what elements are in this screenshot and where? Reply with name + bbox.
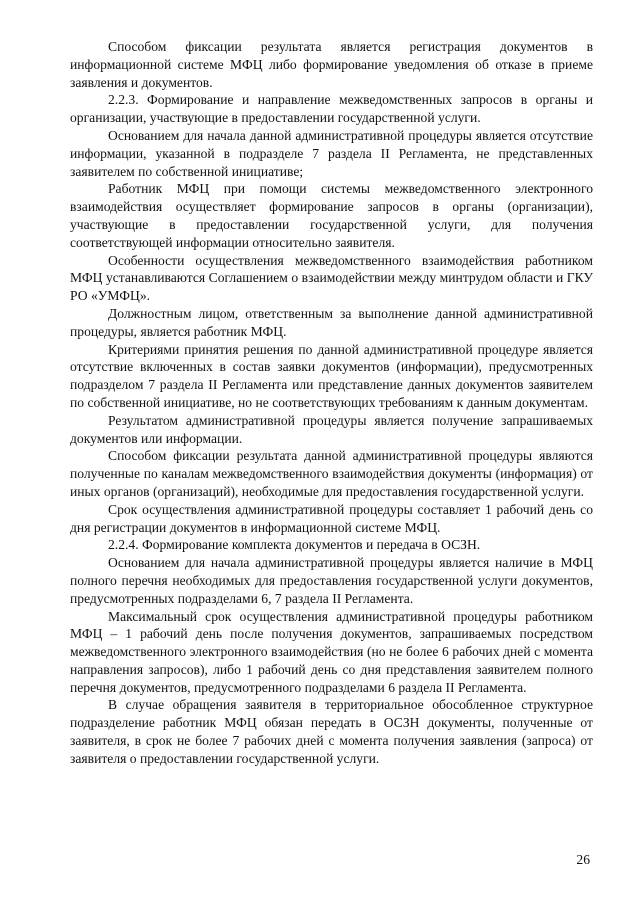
paragraph-territorial-subdivision: В случае обращения заявителя в территориальное обособленное структурное подразделение работник МФЦ обязан передать в ОСЗН документы, полученные от заявителя, в срок не более 7 рабочих дней с момента получения заявления (запроса) от заявителя о предоставлении государственной услуги. [70,697,593,766]
paragraph-procedure-basis: Основанием для начала данной административной процедуры является отсутствие информации, указанной в подразделе 7 раздела II Регламента, не представленных заявителем по собственной инициативе; [70,127,593,179]
paragraph-result-fixation: Способом фиксации результата является регистрация документов в информационной системе МФЦ либо формирование уведомления об отказе в приеме заявления и документов. [70,39,593,90]
paragraph-interaction-specifics: Особенности осуществления межведомственного взаимодействия работником МФЦ устанавливаются Соглашением о взаимодействии между минтрудом области и ГКУ РО «УМФЦ». [70,252,593,304]
paragraph-responsible-official: Должностным лицом, ответственным за выполнение данной административной процедуры, является работник МФЦ. [70,305,593,339]
paragraph-procedure-start-basis: Основанием для начала административной процедуры является наличие в МФЦ полного перечня необходимых для предоставления государственной услуги документов, предусмотренных подразделами 6, 7 раздела II Регламента. [70,555,593,606]
paragraph-procedure-result: Результатом административной процедуры является получение запрашиваемых документов или информации. [70,412,593,446]
page-number: 26 [576,852,590,867]
body-text [70,38,593,768]
paragraph-procedure-term: Срок осуществления административной процедуры составляет 1 рабочий день со дня регистрации документов в информационной системе МФЦ. [70,501,593,535]
paragraph-maximum-term: Максимальный срок осуществления административной процедуры работником МФЦ – 1 рабочий день после получения документов, запрашиваемых посредством межведомственного электронного взаимодействия (но не более 6 рабочих дней с момента направления запросов), либо 1 рабочий день со дня представления заявителем полного перечня документов, предусмотренного подразделами 6 раздела II Регламента. [70,608,593,695]
paragraph-section-2-2-4-heading: 2.2.4. Формирование комплекта документов и передача в ОСЗН. [108,537,481,553]
paragraph-decision-criteria: Критериями принятия решения по данной административной процедуре является отсутствие включенных в состав заявки документов (информации), предусмотренных подразделом 7 раздела II Регламента или представление данных документов заявителем по собственной инициативе, но не соответствующих требованиям к данным документам. [70,341,593,410]
paragraph-request-formation: Работник МФЦ при помощи системы межведомственного электронного взаимодействия осуществляет формирование запросов в органы (организации), участвующие в предоставлении государственной услуги, для получения соответствующей информации относительно заявителя. [70,181,593,250]
paragraph-section-2-2-3-heading: 2.2.3. Формирование и направление межведомственных запросов в органы и организации, участвующие в предоставлении государственной услуги. [70,92,593,126]
paragraph-result-fixation-method: Способом фиксации результата данной административной процедуры являются полученные по каналам межведомственного взаимодействия документы (информация) от иных органов (организаций), необходимые для предоставления государственной услуги. [70,448,593,499]
